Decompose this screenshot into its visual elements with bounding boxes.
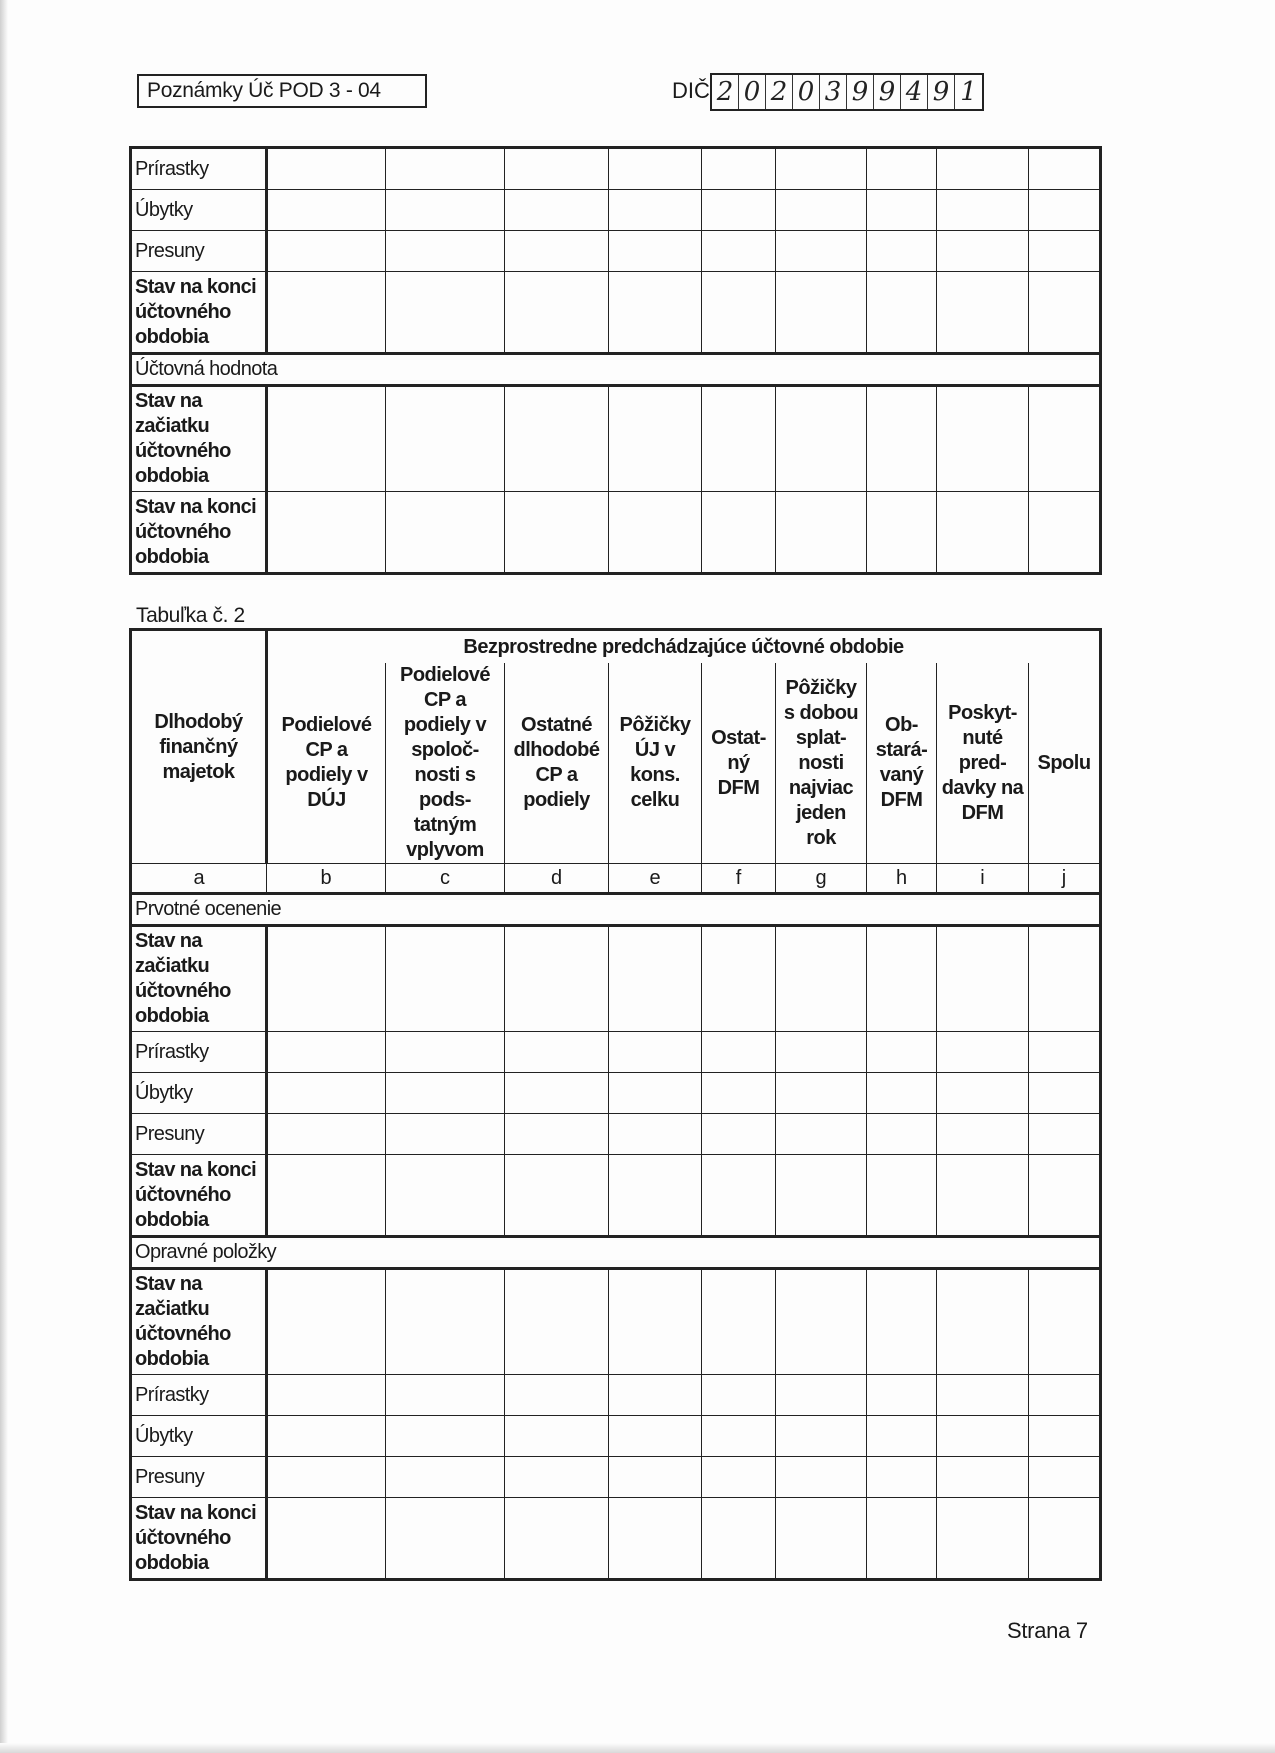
empty-cell[interactable] [386,1375,505,1416]
row-label: Stav na konci účtovného obdobia [131,492,267,574]
empty-cell[interactable] [776,1032,867,1073]
column-header: Podielové CP a podiely v DÚJ [267,663,386,864]
empty-cell[interactable] [505,492,609,574]
empty-cell[interactable] [776,1375,867,1416]
empty-cell[interactable] [1029,272,1101,354]
empty-cell[interactable] [386,272,505,354]
row-header-label: Dlhodobý finančný majetok [154,710,243,783]
empty-cell[interactable] [609,926,702,1032]
column-letter: j [1029,864,1101,894]
empty-cell[interactable] [505,1032,609,1073]
empty-cell[interactable] [609,1032,702,1073]
empty-cell[interactable] [505,1457,609,1498]
table-row [131,492,1101,574]
empty-cell[interactable] [609,231,702,272]
row-header-cell [131,630,267,864]
empty-cell[interactable] [867,1155,937,1237]
column-letter: f [702,864,776,894]
empty-cell[interactable] [267,1375,386,1416]
empty-cell[interactable] [867,1498,937,1580]
empty-cell[interactable] [867,1114,937,1155]
empty-cell[interactable] [1029,1498,1101,1580]
empty-cell[interactable] [937,272,1029,354]
empty-cell[interactable] [937,1073,1029,1114]
empty-cell[interactable] [867,190,937,231]
row-label: Stav na začiatku účtovného obdobia [131,926,267,1032]
empty-cell[interactable] [609,386,702,492]
empty-cell[interactable] [609,1155,702,1237]
row-label: Stav na konci účtovného obdobia [131,1498,267,1580]
empty-cell[interactable] [702,1375,776,1416]
empty-cell[interactable] [867,1375,937,1416]
empty-cell[interactable] [702,190,776,231]
empty-cell[interactable] [1029,1073,1101,1114]
column-header: Podielové CP a podiely v spoloč- nosti s pods- tatným vplyvom [386,663,505,864]
column-letter: c [386,864,505,894]
row-label: Prírastky [131,1375,267,1416]
empty-cell[interactable] [937,1457,1029,1498]
dic-digit: 0 [793,75,820,109]
empty-cell[interactable] [702,231,776,272]
dic-digit: 4 [901,75,928,109]
empty-cell[interactable] [702,1073,776,1114]
dic-digit: 2 [712,75,739,109]
table-row [131,190,1101,231]
table-row [131,1457,1101,1498]
table-2 [129,628,1102,1581]
empty-cell[interactable] [609,272,702,354]
empty-cell[interactable] [776,926,867,1032]
table-row [131,1073,1101,1114]
empty-cell[interactable] [386,1032,505,1073]
empty-cell[interactable] [267,1498,386,1580]
table-row [131,1269,1101,1375]
empty-cell[interactable] [609,1498,702,1580]
empty-cell[interactable] [386,926,505,1032]
dic-digit-boxes [710,73,984,111]
column-letter: d [505,864,609,894]
empty-cell[interactable] [702,926,776,1032]
table-row [131,148,1101,190]
empty-cell[interactable] [937,1375,1029,1416]
row-label: Presuny [131,1114,267,1155]
empty-cell[interactable] [776,386,867,492]
empty-cell[interactable] [867,386,937,492]
empty-cell[interactable] [505,231,609,272]
empty-cell[interactable] [937,231,1029,272]
dic-digit: 0 [739,75,766,109]
table-row [131,1416,1101,1457]
empty-cell[interactable] [702,1155,776,1237]
empty-cell[interactable] [267,1032,386,1073]
table-row [131,1114,1101,1155]
empty-cell[interactable] [1029,1269,1101,1375]
row-label: Stav na začiatku účtovného obdobia [131,1269,267,1375]
empty-cell[interactable] [867,1457,937,1498]
empty-cell[interactable] [937,1269,1029,1375]
empty-cell[interactable] [867,492,937,574]
empty-cell[interactable] [609,1457,702,1498]
empty-cell[interactable] [505,190,609,231]
form-title: Poznámky Úč POD 3 - 04 [137,74,427,108]
empty-cell[interactable] [937,1032,1029,1073]
empty-cell[interactable] [609,492,702,574]
empty-cell[interactable] [867,1073,937,1114]
empty-cell[interactable] [609,1416,702,1457]
empty-cell[interactable] [702,1457,776,1498]
empty-cell[interactable] [386,148,505,190]
row-label: Úbytky [131,1073,267,1114]
section-label: Účtovná hodnota [131,354,1101,386]
row-label: Prírastky [131,1032,267,1073]
empty-cell[interactable] [609,1375,702,1416]
empty-cell[interactable] [505,1155,609,1237]
empty-cell[interactable] [267,492,386,574]
table-caption: Tabuľka č. 2 [136,604,245,627]
row-label: Prírastky [131,148,267,190]
empty-cell[interactable] [386,1269,505,1375]
empty-cell[interactable] [505,1375,609,1416]
empty-cell[interactable] [776,1416,867,1457]
empty-cell[interactable] [609,1114,702,1155]
empty-cell[interactable] [1029,1114,1101,1155]
column-header-row [131,663,1101,864]
table-row [131,231,1101,272]
table-row [131,1498,1101,1580]
empty-cell[interactable] [386,1416,505,1457]
table-row [131,1375,1101,1416]
empty-cell[interactable] [937,148,1029,190]
column-letter: b [267,864,386,894]
row-label: Stav na konci účtovného obdobia [131,1155,267,1237]
table-row [131,926,1101,1032]
row-label: Úbytky [131,1416,267,1457]
empty-cell[interactable] [937,190,1029,231]
empty-cell[interactable] [867,231,937,272]
empty-cell[interactable] [776,1114,867,1155]
row-label: Presuny [131,231,267,272]
empty-cell[interactable] [505,272,609,354]
empty-cell[interactable] [1029,1457,1101,1498]
empty-cell[interactable] [867,272,937,354]
section-label: Prvotné ocenenie [131,894,1101,926]
dic-label: DIČ [672,78,710,103]
empty-cell[interactable] [609,148,702,190]
empty-cell[interactable] [505,148,609,190]
empty-cell[interactable] [505,1416,609,1457]
column-header: Pôžičky ÚJ v kons. celku [609,663,702,864]
empty-cell[interactable] [609,1073,702,1114]
empty-cell[interactable] [937,492,1029,574]
empty-cell[interactable] [937,1498,1029,1580]
empty-cell[interactable] [386,231,505,272]
empty-cell[interactable] [1029,926,1101,1032]
empty-cell[interactable] [867,1416,937,1457]
empty-cell[interactable] [609,190,702,231]
empty-cell[interactable] [267,926,386,1032]
empty-cell[interactable] [1029,1155,1101,1237]
scan-shadow-left [0,0,8,1753]
column-header: Poskyt- nuté pred- davky na DFM [937,663,1029,864]
column-letter: h [867,864,937,894]
empty-cell[interactable] [776,148,867,190]
dic-digit: 1 [960,77,977,107]
empty-cell[interactable] [505,926,609,1032]
empty-cell[interactable] [1029,1416,1101,1457]
empty-cell[interactable] [867,148,937,190]
dic-digit: 9 [928,75,955,109]
column-header: Ostat- ný DFM [702,663,776,864]
empty-cell[interactable] [776,1457,867,1498]
section-row [131,894,1101,926]
column-header: Ob- stará- vaný DFM [867,663,937,864]
empty-cell[interactable] [776,1155,867,1237]
table-row [131,1155,1101,1237]
section-row [131,354,1101,386]
scan-shadow-bottom [0,1743,1275,1753]
empty-cell[interactable] [609,1269,702,1375]
empty-cell[interactable] [702,1416,776,1457]
empty-cell[interactable] [702,492,776,574]
empty-cell[interactable] [702,386,776,492]
empty-cell[interactable] [776,1498,867,1580]
section-row [131,1237,1101,1269]
empty-cell[interactable] [776,231,867,272]
table-row [131,1032,1101,1073]
empty-cell[interactable] [267,190,386,231]
column-header: Spolu [1029,663,1101,864]
empty-cell[interactable] [867,926,937,1032]
row-label: Úbytky [131,190,267,231]
empty-cell[interactable] [702,148,776,190]
dic-digit: 9 [847,75,874,109]
empty-cell[interactable] [776,1073,867,1114]
empty-cell[interactable] [267,1269,386,1375]
column-letter: a [131,864,267,894]
empty-cell[interactable] [386,1073,505,1114]
empty-cell[interactable] [267,272,386,354]
empty-cell[interactable] [1029,1375,1101,1416]
empty-cell[interactable] [267,1073,386,1114]
empty-cell[interactable] [267,1155,386,1237]
empty-cell[interactable] [702,1032,776,1073]
empty-cell[interactable] [937,1155,1029,1237]
empty-cell[interactable] [267,148,386,190]
row-label: Presuny [131,1457,267,1498]
empty-cell[interactable] [1029,386,1101,492]
empty-cell[interactable] [867,1269,937,1375]
row-label: Stav na začiatku účtovného obdobia [131,386,267,492]
column-header: Ostatné dlhodobé CP a podiely [505,663,609,864]
column-header: Pôžičky s dobou splat- nosti najviac jeden rok [776,663,867,864]
empty-cell[interactable] [505,1073,609,1114]
column-letter: i [937,864,1029,894]
empty-cell[interactable] [1029,190,1101,231]
letters-row [131,864,1101,894]
empty-cell[interactable] [505,1498,609,1580]
table-row [131,386,1101,492]
empty-cell[interactable] [702,1498,776,1580]
empty-cell[interactable] [776,492,867,574]
empty-cell[interactable] [267,1416,386,1457]
empty-cell[interactable] [267,231,386,272]
dic-digit: 3 [820,75,847,109]
empty-cell[interactable] [267,1114,386,1155]
empty-cell[interactable] [702,1269,776,1375]
empty-cell[interactable] [386,1457,505,1498]
column-letter: e [609,864,702,894]
table-row [131,272,1101,354]
empty-cell[interactable] [1029,148,1101,190]
empty-cell[interactable] [386,1155,505,1237]
section-label: Opravné položky [131,1237,1101,1269]
empty-cell[interactable] [702,1114,776,1155]
empty-cell[interactable] [267,1457,386,1498]
empty-cell[interactable] [937,386,1029,492]
empty-cell[interactable] [937,926,1029,1032]
empty-cell[interactable] [1029,492,1101,574]
empty-cell[interactable] [776,190,867,231]
column-letter: g [776,864,867,894]
dic-digit: 2 [766,75,793,109]
empty-cell[interactable] [505,1114,609,1155]
empty-cell[interactable] [386,386,505,492]
dic-digit: 9 [874,75,901,109]
empty-cell[interactable] [505,1269,609,1375]
period-header: Bezprostredne predchádzajúce účtovné obdobie [267,630,1101,664]
empty-cell[interactable] [702,272,776,354]
empty-cell[interactable] [776,1269,867,1375]
page-number: Strana 7 [1007,1618,1088,1643]
empty-cell[interactable] [386,1498,505,1580]
empty-cell[interactable] [867,1032,937,1073]
empty-cell[interactable] [1029,231,1101,272]
empty-cell[interactable] [505,386,609,492]
empty-cell[interactable] [937,1416,1029,1457]
empty-cell[interactable] [267,386,386,492]
row-label: Stav na konci účtovného obdobia [131,272,267,354]
empty-cell[interactable] [776,272,867,354]
empty-cell[interactable] [386,190,505,231]
table-1 [129,146,1102,575]
empty-cell[interactable] [1029,1032,1101,1073]
empty-cell[interactable] [386,1114,505,1155]
empty-cell[interactable] [937,1114,1029,1155]
empty-cell[interactable] [386,492,505,574]
